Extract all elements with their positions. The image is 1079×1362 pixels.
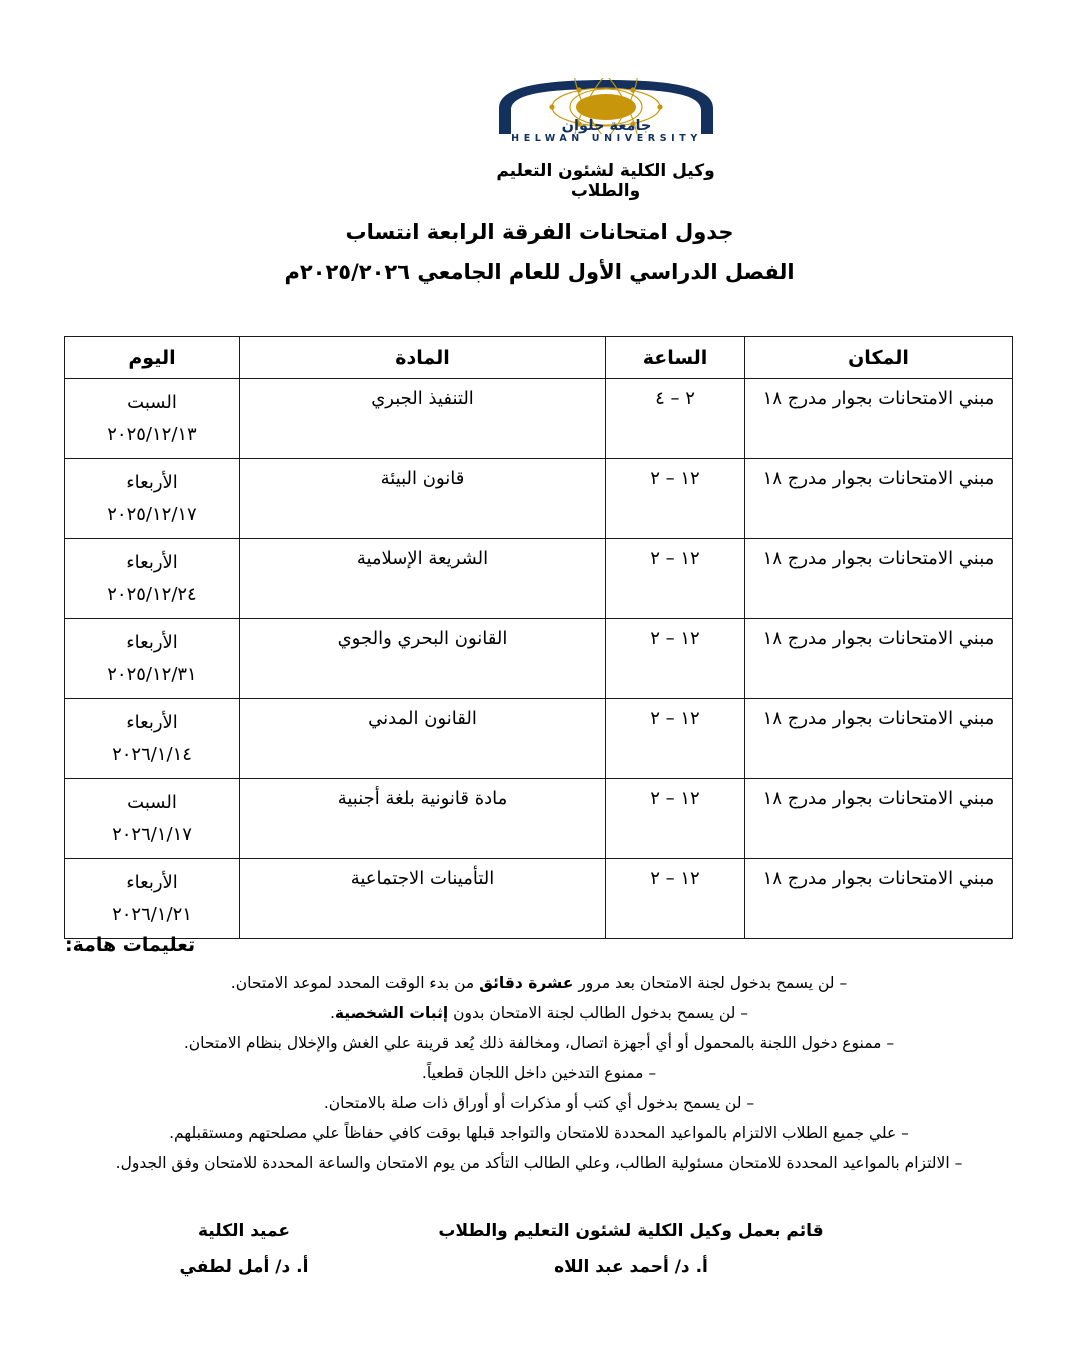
cell-day-date: ٢٠٢٥/١٢/٣١ <box>107 664 197 685</box>
signature-vice-dean-name: أ. د/ أحمد عبد اللاه <box>554 1257 708 1277</box>
signature-dean <box>119 1216 369 1282</box>
instruction-emphasis: إثبات الشخصية <box>334 1004 449 1022</box>
instruction-text: – ممنوع دخول اللجنة بالمحمول أو أي أجهزة اتصال، ومخالفة ذلك يُعد قرينة علي الغش والإخلال بنظام الامتحان. <box>183 1034 895 1052</box>
table-row <box>65 619 1013 699</box>
table-row <box>65 379 1013 459</box>
cell-day-name: الأربعاء <box>126 552 178 573</box>
cell-hour: ١٢ – ٢ <box>606 699 745 779</box>
cell-place: مبني الامتحانات بجوار مدرج ١٨ <box>745 619 1013 699</box>
cell-place: مبني الامتحانات بجوار مدرج ١٨ <box>745 459 1013 539</box>
cell-day-date: ٢٠٢٦/١/٢١ <box>112 904 192 925</box>
instruction-text: – لن يسمح بدخول أي كتب أو مذكرات أو أوراق ذات صلة بالامتحان. <box>323 1094 755 1112</box>
cell-day-date: ٢٠٢٦/١/١٤ <box>112 744 192 765</box>
signature-dean-role: عميد الكلية <box>198 1221 290 1241</box>
table-row <box>65 699 1013 779</box>
column-header-subject: المادة <box>240 337 606 379</box>
signature-block <box>0 1216 1079 1282</box>
cell-hour: ٢ – ٤ <box>606 379 745 459</box>
cell-subject: الشريعة الإسلامية <box>240 539 606 619</box>
instruction-item <box>65 968 1013 998</box>
cell-place: مبني الامتحانات بجوار مدرج ١٨ <box>745 779 1013 859</box>
instruction-text: – الالتزام بالمواعيد المحددة للامتحان مسئولية الطالب، وعلي الطالب التأكد من يوم الامتحان والساعة المحددة للامتحان وفق الجدول. <box>115 1154 963 1172</box>
logo-english-wordmark: HELWAN UNIVERSITY <box>511 133 702 144</box>
column-header-place: المكان <box>745 337 1013 379</box>
cell-day-date: ٢٠٢٥/١٢/١٧ <box>107 504 197 525</box>
cell-subject: مادة قانونية بلغة أجنبية <box>240 779 606 859</box>
cell-day-name: السبت <box>127 792 177 813</box>
cell-hour: ١٢ – ٢ <box>606 779 745 859</box>
cell-day-name: الأربعاء <box>126 712 178 733</box>
instruction-text-tail: من بدء الوقت المحدد لموعد الامتحان. <box>230 974 480 992</box>
instruction-item <box>65 1058 1013 1088</box>
instruction-item <box>65 1118 1013 1148</box>
instruction-item <box>65 1148 1013 1178</box>
cell-subject: القانون البحري والجوي <box>240 619 606 699</box>
instruction-item <box>65 1028 1013 1058</box>
instruction-item <box>65 1088 1013 1118</box>
page-title-line-1: جدول امتحانات الفرقة الرابعة انتساب <box>345 220 734 244</box>
signature-vice-dean-role: قائم بعمل وكيل الكلية لشئون التعليم والطلاب <box>438 1221 824 1241</box>
cell-place: مبني الامتحانات بجوار مدرج ١٨ <box>745 699 1013 779</box>
cell-place: مبني الامتحانات بجوار مدرج ١٨ <box>745 379 1013 459</box>
cell-day <box>65 619 240 699</box>
column-header-day: اليوم <box>65 337 240 379</box>
page-title <box>0 212 1079 292</box>
instruction-text: – لن يسمح بدخول الطالب لجنة الامتحان بدون <box>448 1004 749 1022</box>
table-row <box>65 459 1013 539</box>
signature-dean-name: أ. د/ أمل لطفي <box>179 1257 309 1277</box>
cell-hour: ١٢ – ٢ <box>606 539 745 619</box>
cell-day-name: الأربعاء <box>126 632 178 653</box>
table-row <box>65 859 1013 939</box>
cell-day-date: ٢٠٢٥/١٢/٢٤ <box>107 584 197 605</box>
logo-arabic-wordmark: جامعة حلوان <box>561 118 652 134</box>
instruction-item <box>65 998 1013 1028</box>
helwan-university-logo <box>461 78 751 160</box>
cell-day <box>65 699 240 779</box>
instruction-emphasis: عشرة دقائق <box>479 974 574 992</box>
document-header <box>0 78 1079 201</box>
instruction-text: – لن يسمح بدخول لجنة الامتحان بعد مرور <box>573 974 848 992</box>
cell-day <box>65 859 240 939</box>
cell-place: مبني الامتحانات بجوار مدرج ١٨ <box>745 539 1013 619</box>
cell-place: مبني الامتحانات بجوار مدرج ١٨ <box>745 859 1013 939</box>
cell-day <box>65 459 240 539</box>
cell-day-date: ٢٠٢٦/١/١٧ <box>112 824 192 845</box>
table-row <box>65 539 1013 619</box>
cell-day-name: السبت <box>127 392 177 413</box>
instructions-list <box>65 968 1013 1178</box>
cell-day <box>65 539 240 619</box>
cell-day <box>65 379 240 459</box>
column-header-hour: الساعة <box>606 337 745 379</box>
exam-schedule-table <box>64 336 1013 939</box>
logo-subtitle: وكيل الكلية لشئون التعليم والطلاب <box>496 161 715 201</box>
cell-hour: ١٢ – ٢ <box>606 619 745 699</box>
important-instructions-section <box>65 934 1013 1178</box>
cell-hour: ١٢ – ٢ <box>606 859 745 939</box>
instruction-text-tail: . <box>329 1004 335 1022</box>
cell-hour: ١٢ – ٢ <box>606 459 745 539</box>
instructions-heading: تعليمات هامة: <box>65 934 196 956</box>
cell-subject: التأمينات الاجتماعية <box>240 859 606 939</box>
instruction-text: – ممنوع التدخين داخل اللجان قطعياً. <box>421 1064 657 1082</box>
cell-day <box>65 779 240 859</box>
page-title-line-2: الفصل الدراسي الأول للعام الجامعي ٢٠٢٥/٢٠٢٦م <box>284 260 795 284</box>
table-header-row <box>65 337 1013 379</box>
cell-subject: قانون البيئة <box>240 459 606 539</box>
cell-day-name: الأربعاء <box>126 472 178 493</box>
table-row <box>65 779 1013 859</box>
instruction-text: – علي جميع الطلاب الالتزام بالمواعيد المحددة للامتحان والتواجد قبلها بوقت كافي حفاظاً علي مصلحتهم ومستقبلهم. <box>169 1124 909 1142</box>
signature-vice-dean <box>431 1216 831 1282</box>
cell-day-name: الأربعاء <box>126 872 178 893</box>
cell-subject: التنفيذ الجبري <box>240 379 606 459</box>
cell-day-date: ٢٠٢٥/١٢/١٣ <box>107 424 197 445</box>
cell-subject: القانون المدني <box>240 699 606 779</box>
